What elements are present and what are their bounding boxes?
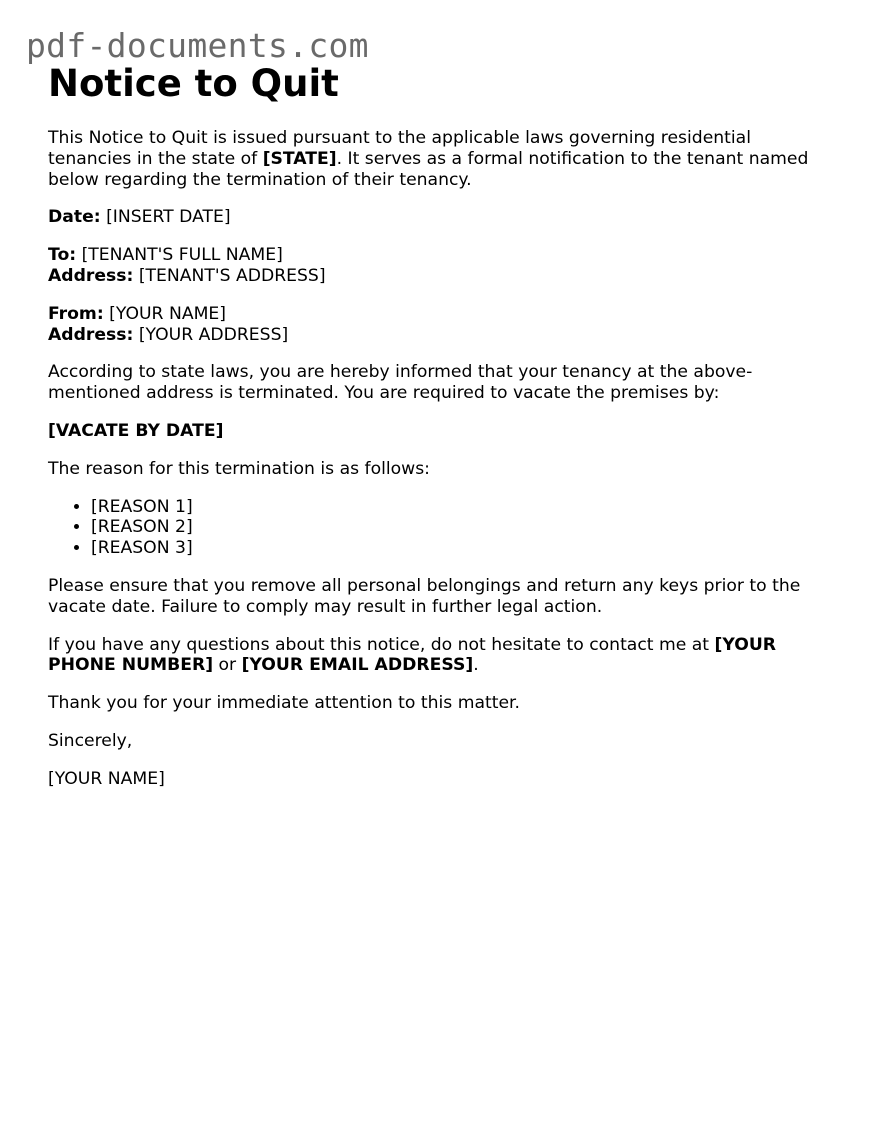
list-item: • [REASON 1] [91,497,838,518]
to-block [48,245,838,287]
termination-paragraph: According to state laws, you are hereby informed that your tenancy at the above-mentioned address is terminated. You are required to vacate the premises by: [48,362,753,404]
contact-paragraph [48,635,838,677]
contact-text-before: If you have any questions about this notice, do not hesitate to contact me at [48,634,715,655]
state-placeholder: [STATE] [262,148,337,169]
date-line [48,207,838,228]
from-label: From: [48,303,104,324]
from-address-value: [YOUR ADDRESS] [133,324,289,345]
reason-intro: The reason for this termination is as follows: [48,458,430,479]
to-address-label: Address: [48,265,134,286]
document-title: Notice to Quit [48,62,339,105]
intro-text-before: This Notice to Quit is issued pursuant to the applicable laws governing residential tenancies in the state of [48,128,751,169]
watermark: pdf-documents.com [26,26,369,65]
closing: Sincerely, [48,730,133,751]
vacate-date-placeholder: [VACATE BY DATE] [48,420,224,441]
intro-paragraph [48,128,838,190]
reasons-list [48,497,838,559]
document-page [48,60,838,790]
intro-text-after: . It serves as a formal notification to the tenant named below regarding the termination of their tenancy. [48,148,809,190]
list-item: • [REASON 3] [91,538,838,559]
contact-text-after: . [473,655,479,676]
date-value: [INSERT DATE] [100,207,231,228]
contact-text-middle: or [213,655,242,676]
belongings-paragraph: Please ensure that you remove all personal belongings and return any keys prior to the vacate date. Failure to comply may result in further legal action. [48,575,801,617]
phone-placeholder: [YOUR PHONE NUMBER] [48,634,777,676]
to-value: [TENANT'S FULL NAME] [76,245,283,266]
to-address-value: [TENANT'S ADDRESS] [133,265,326,286]
from-block [48,304,838,346]
list-item: • [REASON 2] [91,517,838,538]
to-label: To: [48,245,77,266]
from-value: [YOUR NAME] [103,303,226,324]
date-label: Date: [48,207,101,228]
signature: [YOUR NAME] [48,768,165,789]
email-placeholder: [YOUR EMAIL ADDRESS] [241,655,474,676]
vacate-date [48,421,838,442]
from-address-label: Address: [48,324,134,345]
thanks-paragraph: Thank you for your immediate attention to this matter. [48,693,521,714]
